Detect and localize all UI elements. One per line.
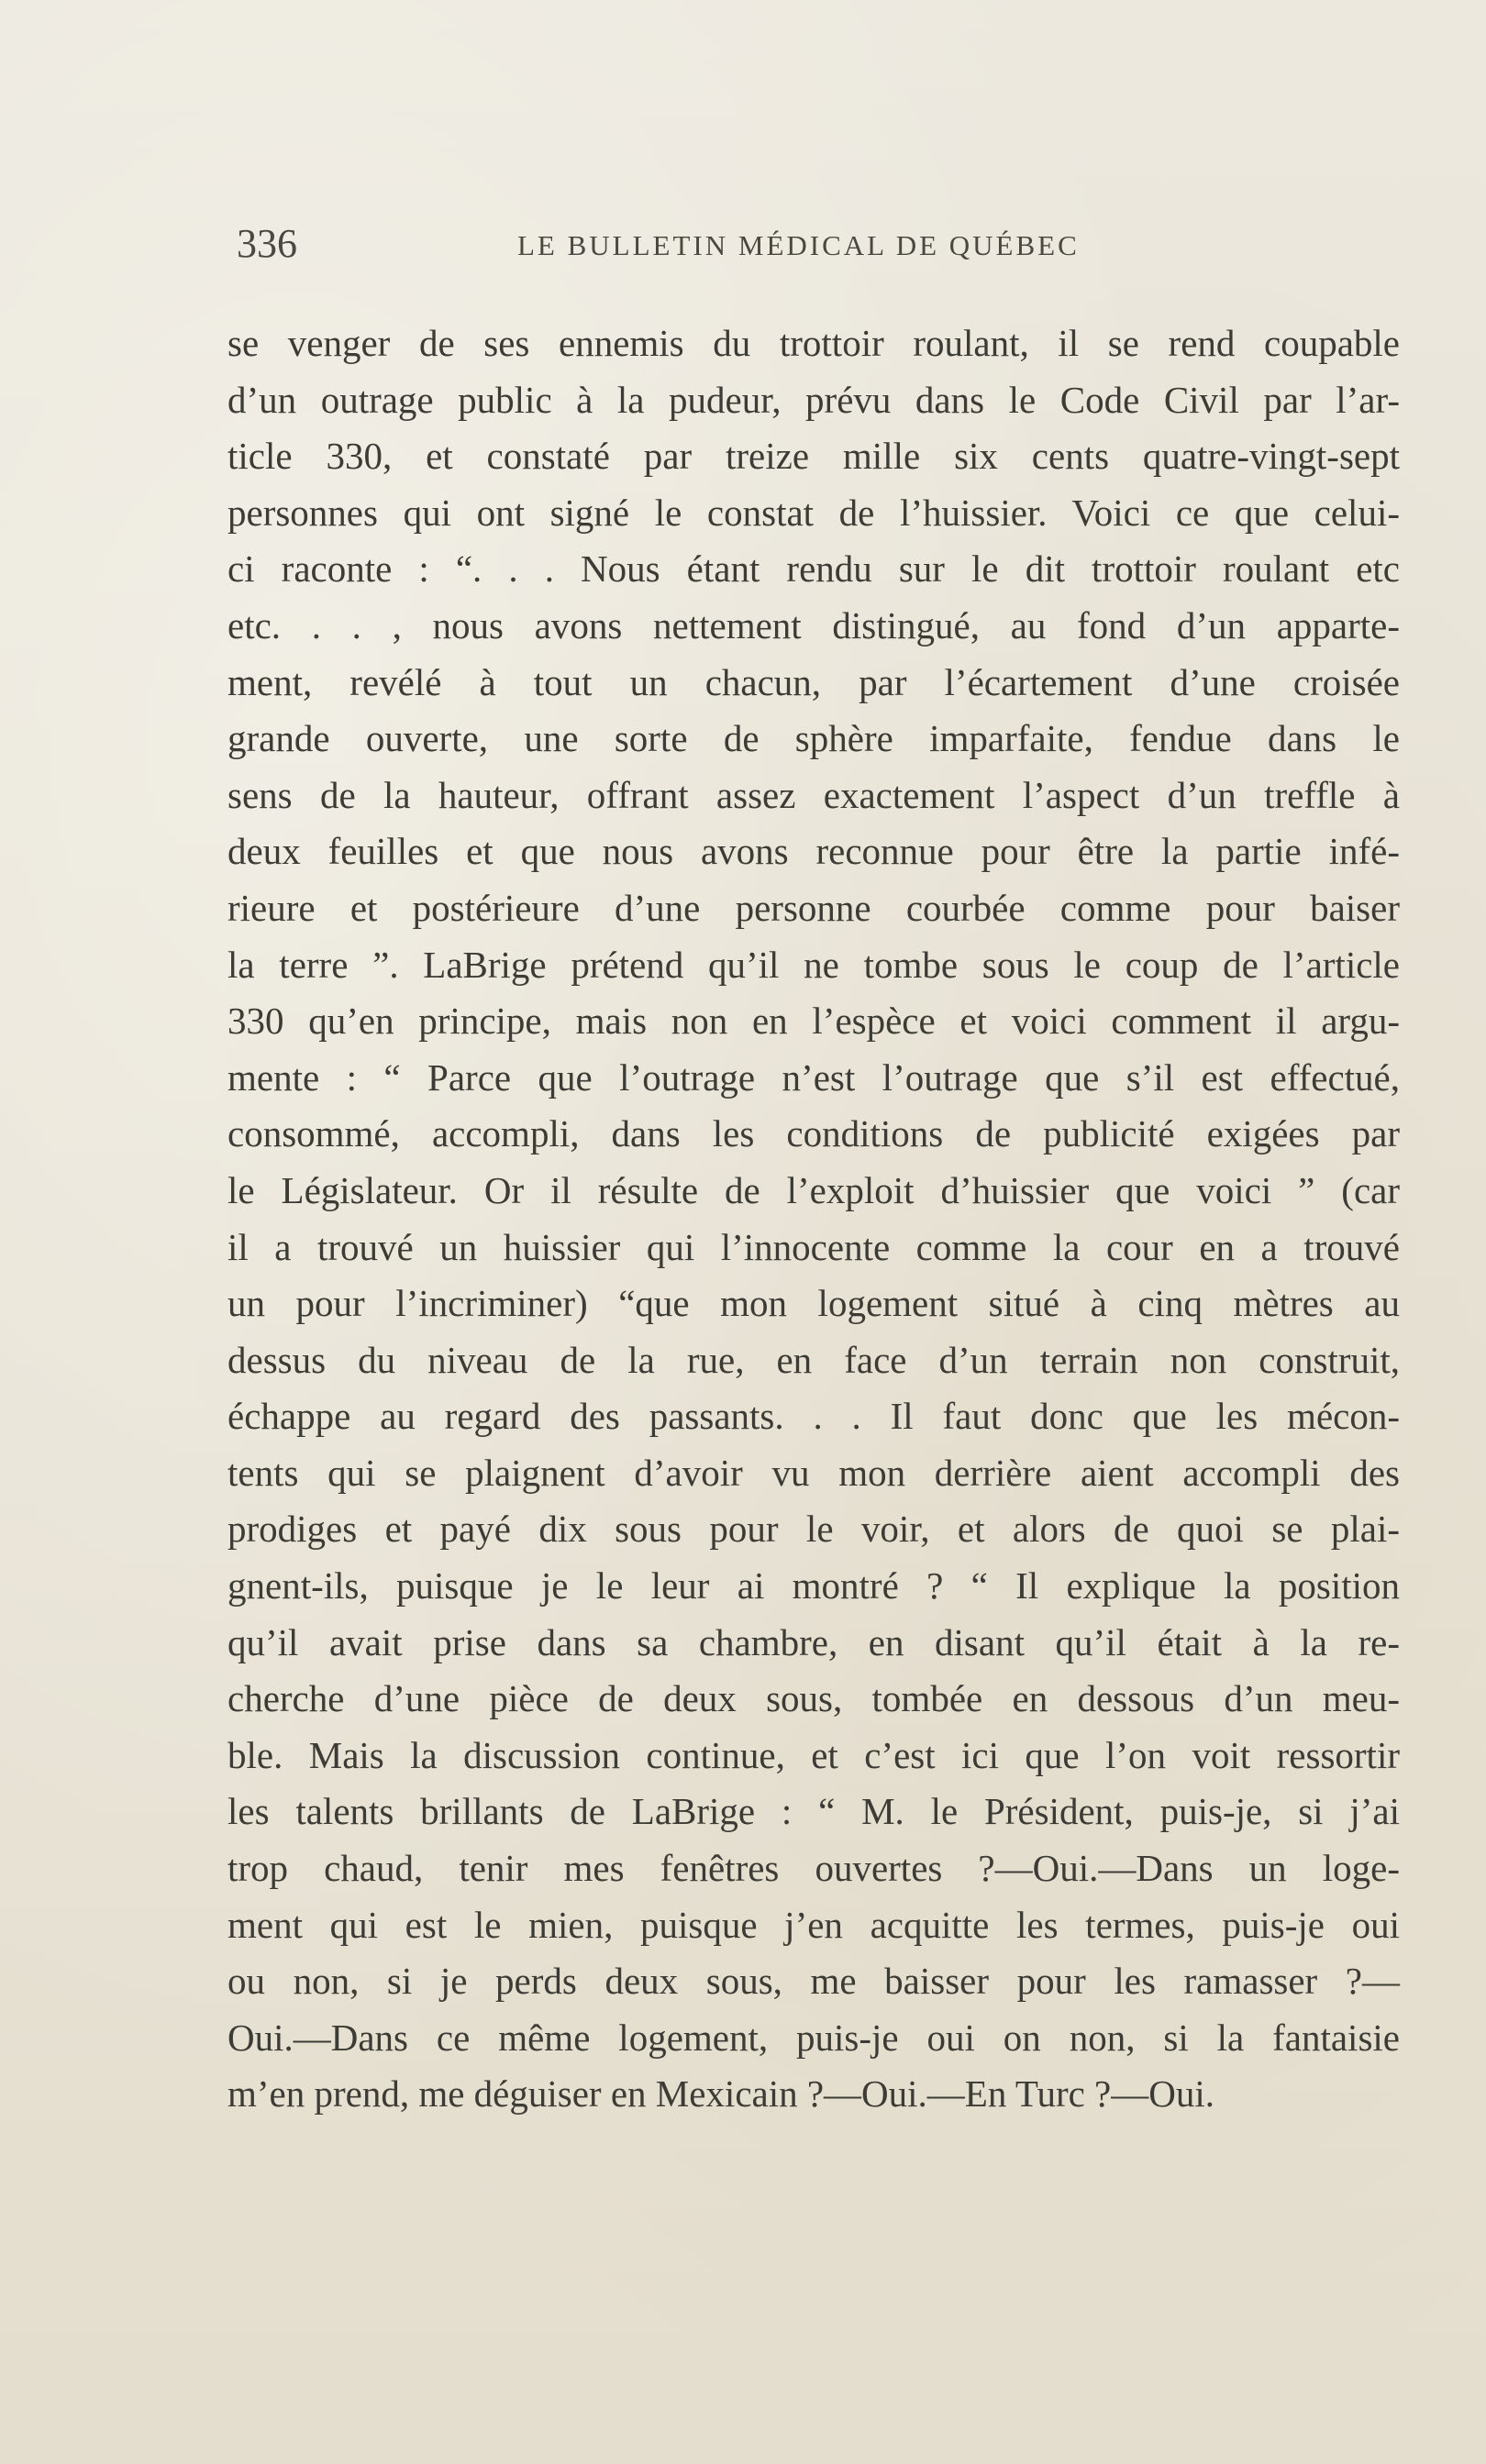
text-line: trop chaud, tenir mes fenêtres ouvertes ?—Oui.—Dans un loge-: [227, 1847, 1400, 1890]
text-line: 330 qu’en principe, mais non en l’espèce et voici comment il argu-: [227, 1000, 1400, 1043]
text-line: la terre ”. LaBrige prétend qu’il ne tombe sous le coup de l’article: [227, 943, 1400, 986]
text-line: grande ouverte, une sorte de sphère imparfaite, fendue dans le: [227, 717, 1400, 760]
text-line: sens de la hauteur, offrant assez exactement l’aspect d’un treffle à: [227, 773, 1400, 816]
running-title: LE BULLETIN MÉDICAL DE QUÉBEC: [517, 229, 1080, 261]
text-line: etc. . . , nous avons nettement distingué, au fond d’un apparte-: [227, 603, 1400, 646]
text-line: ble. Mais la discussion continue, et c’est ici que l’on voit ressortir: [227, 1733, 1400, 1776]
text-line: d’un outrage public à la pudeur, prévu dans le Code Civil par l’ar-: [227, 378, 1400, 421]
text-line: ci raconte : “. . . Nous étant rendu sur le dit trottoir roulant etc: [227, 547, 1400, 591]
text-line: ticle 330, et constaté par treize mille six cents quatre-vingt-sept: [227, 435, 1400, 478]
text-line: gnent-ils, puisque je le leur ai montré ? “ Il explique la position: [227, 1564, 1400, 1608]
text-line: ou non, si je perds deux sous, me baisser pour les ramasser ?—: [227, 1960, 1400, 2003]
text-line: ment, revélé à tout un chacun, par l’écartement d’une croisée: [227, 660, 1400, 703]
text-line: deux feuilles et que nous avons reconnue pour être la partie infé-: [227, 830, 1400, 873]
text-line: un pour l’incriminer) “que mon logement situé à cinq mètres au: [227, 1282, 1400, 1325]
page-number: 336: [237, 221, 297, 266]
text-line: rieure et postérieure d’une personne courbée comme pour baiser: [227, 886, 1400, 929]
text-line: le Législateur. Or il résulte de l’exploit d’huissier que voici ” (car: [227, 1168, 1400, 1211]
page-header: [237, 218, 1125, 270]
text-line: tents qui se plaignent d’avoir vu mon derrière aient accompli des: [227, 1451, 1400, 1494]
body-text: [227, 315, 1400, 2123]
text-line: se venger de ses ennemis du trottoir roulant, il se rend coupable: [227, 322, 1400, 364]
text-line: personnes qui ont signé le constat de l’huissier. Voici ce que celui-: [227, 491, 1400, 534]
text-line: les talents brillants de LaBrige : “ M. le Président, puis-je, si j’ai: [227, 1790, 1400, 1833]
text-line: qu’il avait prise dans sa chambre, en disant qu’il était à la re-: [227, 1620, 1400, 1663]
text-line: il a trouvé un huissier qui l’innocente comme la cour en a trouvé: [227, 1225, 1400, 1268]
text-line: consommé, accompli, dans les conditions de publicité exigées par: [227, 1112, 1400, 1155]
text-line: prodiges et payé dix sous pour le voir, et alors de quoi se plai-: [227, 1508, 1400, 1551]
text-line: dessus du niveau de la rue, en face d’un terrain non construit,: [227, 1338, 1400, 1381]
text-line: mente : “ Parce que l’outrage n’est l’outrage que s’il est effectué,: [227, 1055, 1400, 1099]
text-line: ment qui est le mien, puisque j’en acquitte les termes, puis-je oui: [227, 1903, 1400, 1946]
text-line: Oui.—Dans ce même logement, puis-je oui on non, si la fantaisie: [227, 2016, 1400, 2059]
text-line: m’en prend, me déguiser en Mexicain ?—Oui.—En Turc ?—Oui.: [227, 2072, 1215, 2116]
text-line: échappe au regard des passants. . . Il faut donc que les mécon-: [227, 1395, 1400, 1438]
text-line: cherche d’une pièce de deux sous, tombée en dessous d’un meu-: [227, 1677, 1400, 1720]
